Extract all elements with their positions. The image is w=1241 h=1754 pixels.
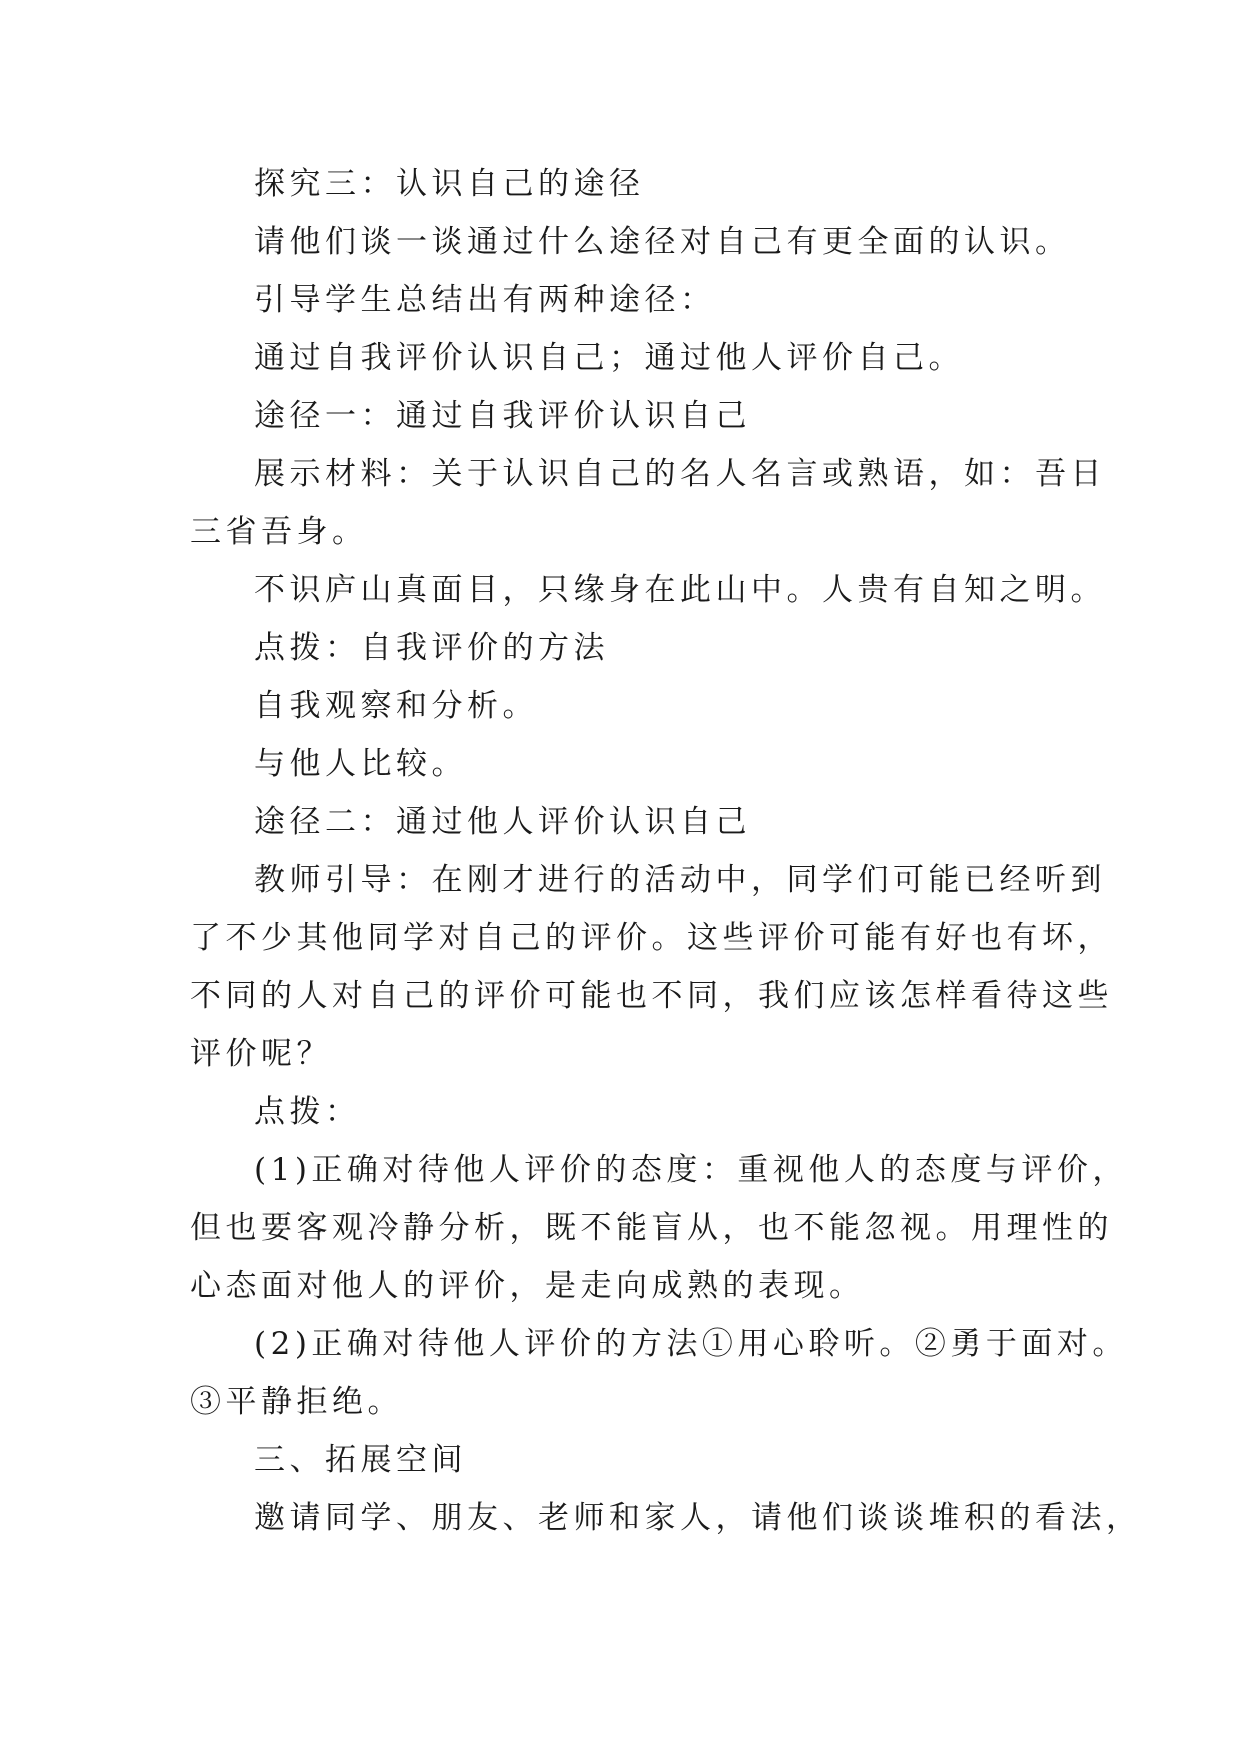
paragraph-line: 不同的人对自己的评价可能也不同，我们应该怎样看待这些 <box>190 978 1113 1014</box>
paragraph-line: 点拨： <box>254 1094 361 1130</box>
paragraph-line: 展示材料：关于认识自己的名人名言或熟语，如：吾日 <box>254 456 1106 492</box>
paragraph-line: 了不少其他同学对自己的评价。这些评价可能有好也有坏， <box>190 920 1113 956</box>
paragraph-line: 三省吾身。 <box>190 514 368 550</box>
paragraph-line: 邀请同学、朋友、老师和家人，请他们谈谈堆积的看法， <box>254 1500 1142 1536</box>
heading-exploration-three: 探究三：认识自己的途径 <box>254 166 645 202</box>
paragraph-line: 引导学生总结出有两种途径： <box>254 282 716 318</box>
paragraph-line: 教师引导：在刚才进行的活动中，同学们可能已经听到 <box>254 862 1106 898</box>
paragraph-line: 但也要客观冷静分析，既不能盲从，也不能忽视。用理性的 <box>190 1210 1113 1246</box>
paragraph-line: ③平静拒绝。 <box>190 1384 403 1420</box>
paragraph-line: 不识庐山真面目，只缘身在此山中。人贵有自知之明。 <box>254 572 1106 608</box>
paragraph-line: 自我观察和分析。 <box>254 688 538 724</box>
heading-path-two: 途径二：通过他人评价认识自己 <box>254 804 751 840</box>
paragraph-line: 心态面对他人的评价，是走向成熟的表现。 <box>190 1268 865 1304</box>
heading-section-three: 三、拓展空间 <box>254 1442 467 1478</box>
paragraph-line: 通过自我评价认识自己；通过他人评价自己。 <box>254 340 964 376</box>
paragraph-line: (2)正确对待他人评价的方法①用心聆听。②勇于面对。 <box>254 1326 1128 1362</box>
paragraph-line: 请他们谈一谈通过什么途径对自己有更全面的认识。 <box>254 224 1071 260</box>
paragraph-line: 评价呢？ <box>190 1036 332 1072</box>
heading-path-one: 途径一：通过自我评价认识自己 <box>254 398 751 434</box>
paragraph-line: 与他人比较。 <box>254 746 467 782</box>
paragraph-line: (1)正确对待他人评价的态度：重视他人的态度与评价， <box>254 1152 1128 1188</box>
paragraph-line: 点拨：自我评价的方法 <box>254 630 609 666</box>
